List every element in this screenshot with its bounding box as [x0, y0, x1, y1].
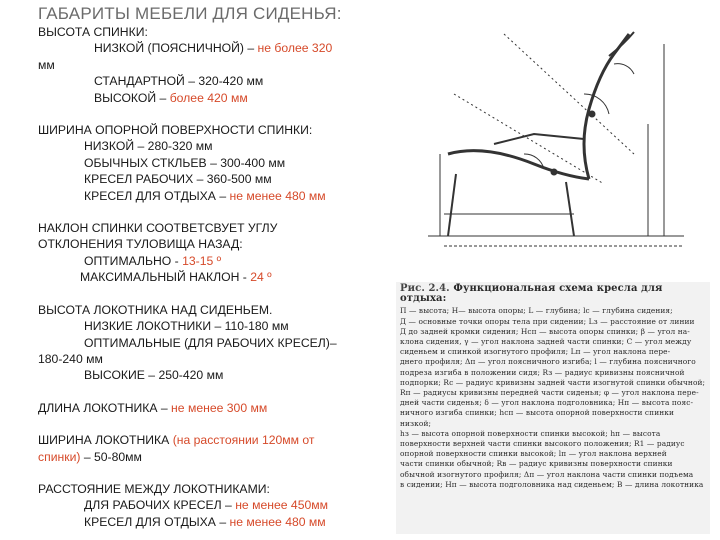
caption-line: в сидении; Hп — высота подголовника над сиденьем; В — длина локотника [400, 479, 704, 489]
caption-line: ничного изгиба спинки; hсп — высота опорной поверхности спинки низкой; [400, 408, 674, 428]
armrest-height-optimal: ОПТИМАЛЬНЫЕ (ДЛЯ РАБОЧИХ КРЕСЕЛ)– [84, 335, 337, 350]
back-width-rest: КРЕСЕЛ ДЛЯ ОТДЫХА – не менее 480 мм [84, 188, 326, 203]
back-tilt-optimal: ОПТИМАЛЬНО - 13-15 º [84, 253, 222, 268]
armrest-length: ДЛИНА ЛОКОТНИКА – не менее 300 мм [38, 400, 268, 415]
armrest-distance-rest: КРЕСЕЛ ДЛЯ ОТДЫХА – не менее 480 мм [84, 514, 326, 529]
back-width-low: НИЗКОЙ – 280-320 мм [84, 139, 213, 154]
caption-line: дней части сиденья; δ — угол наклона подголовника; Hп — высота пояс- [400, 398, 694, 408]
armrest-height-low: НИЗКИЕ ЛОКОТНИКИ – 110-180 мм [84, 319, 289, 334]
armrest-height-heading: ВЫСОТА ЛОКОТНИКА НАД СИДЕНЬЕМ. [38, 302, 273, 317]
back-height-heading: ВЫСОТА СПИНКИ: [38, 25, 148, 39]
lumbar-point [589, 111, 595, 117]
caption-lines [400, 306, 706, 490]
rear-leg [566, 182, 574, 236]
caption-line: подпорки; Rс — радиус кривизны задней части изогнутой спинки обычной; [400, 377, 706, 387]
back-height-low: НИЗКОЙ (ПОЯСНИЧНОЙ) – не более 320 [94, 41, 333, 56]
headrest [609, 32, 634, 56]
back-width-usual: ОБЫЧНЫХ СТКЛЬЕВ – 300-400 мм [84, 155, 286, 170]
seat-profile [448, 151, 589, 179]
back-height-low-unit: мм [38, 57, 55, 72]
caption-line: П — высота; Н— высота опоры; L — глубина; lс — глубина сидения; [400, 306, 673, 316]
caption-line: клона сидения, γ — угол наклона задней части спинки; С — угол между [400, 337, 692, 347]
page-title: ГАБАРИТЫ МЕБЕЛИ ДЛЯ СИДЕНЬЯ: [38, 4, 342, 23]
caption-line: части спинки обычной; Rв — радиус кривизны поверхности спинки [400, 459, 673, 469]
chair-schematic [384, 4, 712, 272]
armrest [494, 134, 584, 144]
back-width-heading: ШИРИНА ОПОРНОЙ ПОВЕРХНОСТИ СПИНКИ: [38, 123, 313, 138]
caption-line: днего профиля; Δп — угол поясничного изгиба; l — глубина поясничного [400, 357, 696, 367]
back-height-high: ВЫСОКОЙ – более 420 мм [94, 90, 248, 105]
front-leg [448, 174, 456, 236]
caption-line: сиденьем и спинкой изогнутого профиля; Lп — угол наклона пере- [400, 347, 671, 357]
back-tilt-line1: НАКЛОН СПИНКИ СООТВЕТСВУЕТ УГЛУ [38, 221, 278, 236]
angle-arc-3 [614, 64, 634, 74]
back-height-standard: СТАНДАРТНОЙ – 320-420 мм [94, 74, 264, 89]
back-width-work: КРЕСЕЛ РАБОЧИХ – 360-500 мм [84, 172, 272, 187]
armrest-distance-heading: РАССТОЯНИЕ МЕЖДУ ЛОКОТНИКАМИ: [38, 481, 270, 496]
caption-line: Д — основные точки опоры тела при сидении; Lз — расстояние от линии [400, 316, 695, 326]
armrest-height-optimal-value: 180-240 мм [38, 351, 103, 366]
caption-line: hз — высота опорной поверхности спинки высокой; hп — высота [400, 428, 661, 438]
armrest-distance-work: ДЛЯ РАБОЧИХ КРЕСЕЛ – не менее 450мм [84, 498, 329, 513]
caption-line: Д до задней кромки сидения; Hсп — высота опоры спинки; β — угол на- [400, 326, 690, 336]
spec-list [38, 24, 378, 530]
caption-line: опорной поверхности спинки высокой; lп — угол наклона верхней [400, 449, 667, 459]
armrest-height-high: ВЫСОКИЕ – 250-420 мм [84, 368, 224, 383]
armrest-width: ШИРИНА ЛОКОТНИКА (на расстоянии 120мм от [38, 433, 315, 448]
caption-line: Rп — радиусы кривизны передней части сиденья; φ — угол наклона пере- [400, 388, 699, 398]
caption-line: поверхности верхней части спинки высокого положения; R1 — радиус [400, 439, 685, 449]
figure-caption [396, 282, 710, 534]
chair-diagram-svg [384, 4, 712, 272]
caption-line: обычной изогнутого профиля; Δп — угол наклона части спинки подъема [400, 469, 694, 479]
support-point [551, 169, 557, 175]
armrest-width-2: спинки) – 50-80мм [38, 449, 142, 464]
back-tilt-max: МАКСИМАЛЬНЫЙ НАКЛОН - 24 º [80, 270, 272, 285]
caption-title: Рис. 2.4. Функциональная схема кресла для отдыха: [400, 283, 663, 305]
back-tilt-line2: ОТКЛОНЕНИЯ ТУЛОВИЩА НАЗАД: [38, 237, 243, 252]
caption-line: подреза изгиба в положении сидя; Rз — радиус кривизны поясничной [400, 367, 685, 377]
